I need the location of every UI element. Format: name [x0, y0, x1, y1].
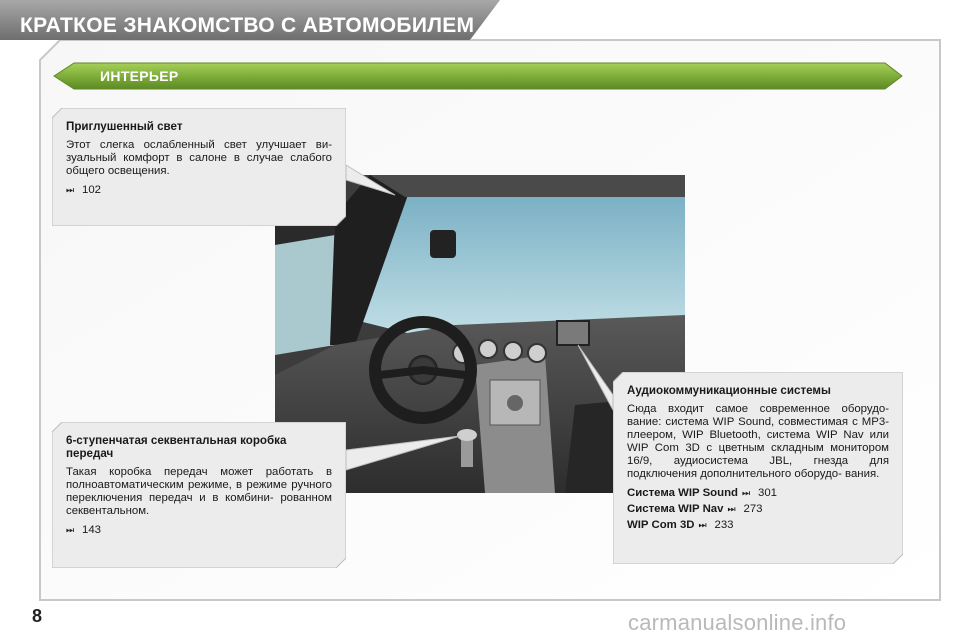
book-reference-icon: ⏭ — [698, 520, 707, 530]
book-reference-icon: ⏭ — [66, 185, 75, 195]
page-reference: 233 — [714, 519, 734, 531]
callout-audio-systems — [613, 372, 903, 564]
callout-title: Аудиокоммуникационные системы — [627, 384, 831, 397]
page-reference: 301 — [758, 487, 778, 499]
page-reference: 102 — [82, 184, 102, 196]
page-number: 8 — [32, 606, 43, 626]
callout-text: Этот слегка ослабленный свет улучшает ви- зуальный комфорт в салоне в случае слабого общего освещения. — [66, 139, 332, 177]
book-reference-icon: ⏭ — [727, 504, 736, 514]
page-reference: 143 — [82, 524, 102, 536]
callout-gearbox — [52, 422, 346, 568]
section-title: ИНТЕРЬЕР — [100, 68, 179, 84]
callout-text: Сюда входит самое современное оборудо- вание: система WIP Sound, совместимая с MP3-плеером, WIP Bluetooth, система WIP Nav или WIP Com 3D с цветным складным монитором 16/9, аудиосистема JBL, гнезда для подключения дополнительного оборудо- вания. — [627, 403, 889, 480]
book-reference-icon: ⏭ — [742, 488, 751, 498]
callout-title: 6-ступенчатая секвентальная коробка передач — [66, 434, 287, 460]
callout-ambient-light — [52, 108, 346, 226]
system-label: WIP Com 3D — [627, 519, 695, 531]
page-header-title: КРАТКОЕ ЗНАКОМСТВО С АВТОМОБИЛЕМ — [20, 14, 475, 37]
callout-title: Приглушенный свет — [66, 120, 183, 133]
watermark: carmanualsonline.info — [628, 610, 847, 635]
system-label: Система WIP Nav — [627, 503, 724, 515]
callout-text: Такая коробка передач может работать в полноавтоматическим режиме, в режиме ручного переключения передач и в комбини- рованном секвентальном. — [66, 466, 332, 517]
page-reference: 273 — [743, 503, 763, 515]
system-label: Система WIP Sound — [627, 487, 739, 499]
book-reference-icon: ⏭ — [66, 525, 75, 535]
